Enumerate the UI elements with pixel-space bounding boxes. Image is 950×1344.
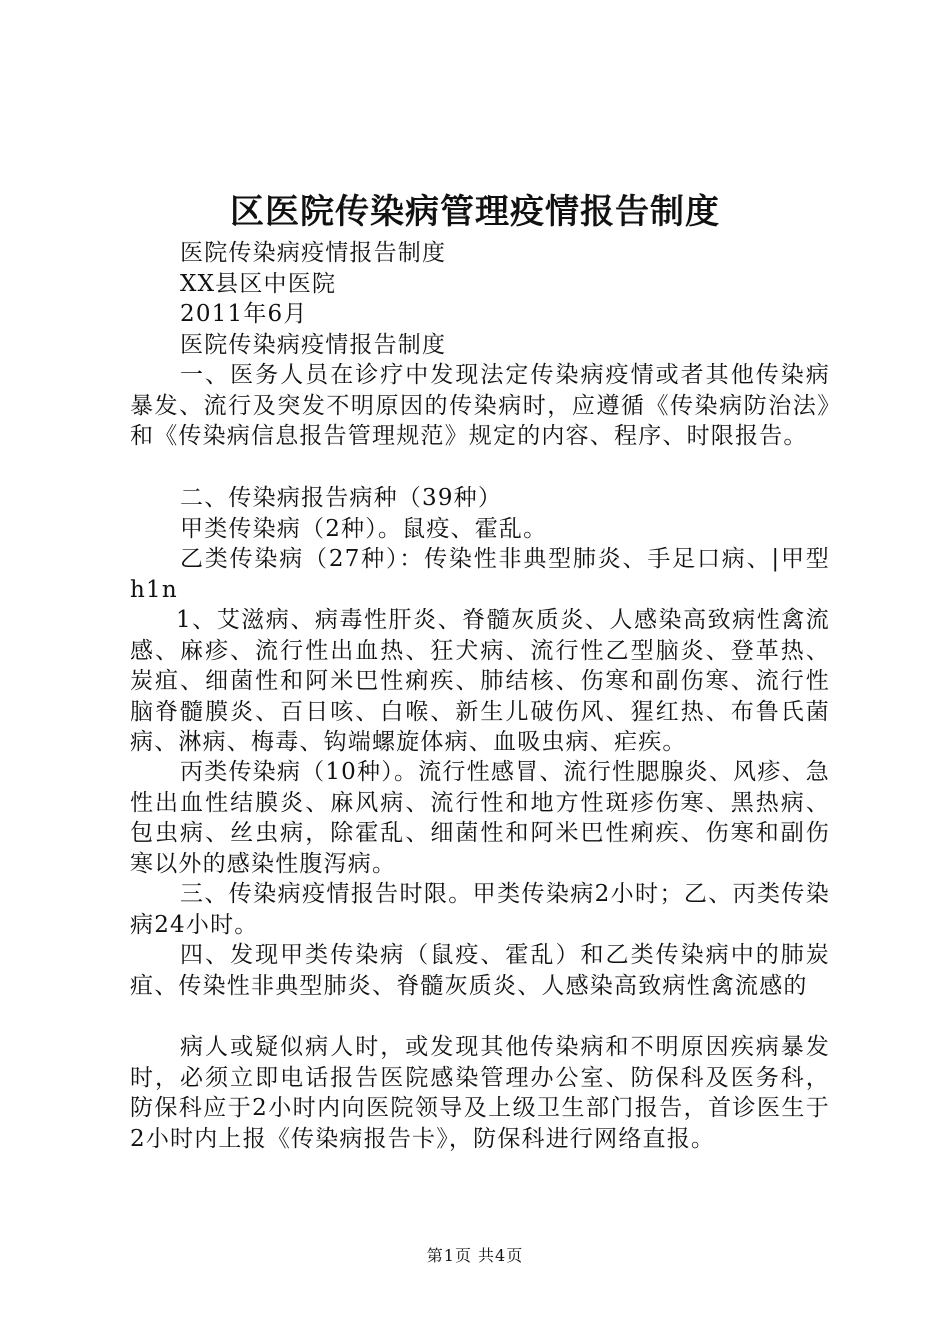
paragraph-section-3: 三、传染病疫情报告时限。甲类传染病2小时；乙、丙类传染病24小时。 <box>130 881 830 938</box>
paragraph-section-4: 四、发现甲类传染病（鼠疫、霍乱）和乙类传染病中的肺炭疽、传染性非典型肺炎、脊髓灰质炎、人感染高致病性禽流感的 <box>130 942 830 999</box>
paragraph-class-c: 丙类传染病（10种）。流行性感冒、流行性腮腺炎、风疹、急性出血性结膜炎、麻风病、流行性和地方性斑疹伤寒、黑热病、包虫病、丝虫病，除霍乱、细菌性和阿米巴性痢疾、伤寒和副伤寒以外的感染性腹泻病。 <box>130 759 830 877</box>
paragraph-class-a: 甲类传染病（2种）。鼠疫、霍乱。 <box>180 516 548 542</box>
page-footer: 第1页 共4页 <box>426 1246 524 1265</box>
paragraph-date: 2011年6月 <box>180 301 308 327</box>
paragraph-section-1: 一、医务人员在诊疗中发现法定传染病疫情或者其他传染病暴发、流行及突发不明原因的传染病时，应遵循《传染病防治法》和《传染病信息报告管理规范》规定的内容、程序、时限报告。 <box>130 362 830 449</box>
paragraph-class-b-list: 1、艾滋病、病毒性肝炎、脊髓灰质炎、人感染高致病性禽流感、麻疹、流行性出血热、狂犬病、流行性乙型脑炎、登革热、炭疽、细菌性和阿米巴性痢疾、肺结核、伤寒和副伤寒、流行性脑脊髓膜炎、百日咳、白喉、新生儿破伤风、猩红热、布鲁氏菌病、淋病、梅毒、钩端螺旋体病、血吸虫病、疟疾。 <box>130 607 830 755</box>
paragraph-section-4-continued: 病人或疑似病人时，或发现其他传染病和不明原因疾病暴发时，必须立即电话报告医院感染管理办公室、防保科及医务科，防保科应于2小时内向医院领导及上级卫生部门报告，首诊医生于2小时内上报《传染病报告卡》，防保科进行网络直报。 <box>130 1034 830 1152</box>
document-title: 区医院传染病管理疫情报告制度 <box>230 192 720 232</box>
paragraph-subtitle: 医院传染病疫情报告制度 <box>180 240 447 266</box>
paragraph-heading: 医院传染病疫情报告制度 <box>180 332 447 358</box>
paragraph-hospital: XX县区中医院 <box>180 271 337 297</box>
paragraph-section-2: 二、传染病报告病种（39种） <box>180 485 503 511</box>
paragraph-class-b: 乙类传染病（27种）：传染性非典型肺炎、手足口病、|甲型h1n <box>130 546 830 603</box>
